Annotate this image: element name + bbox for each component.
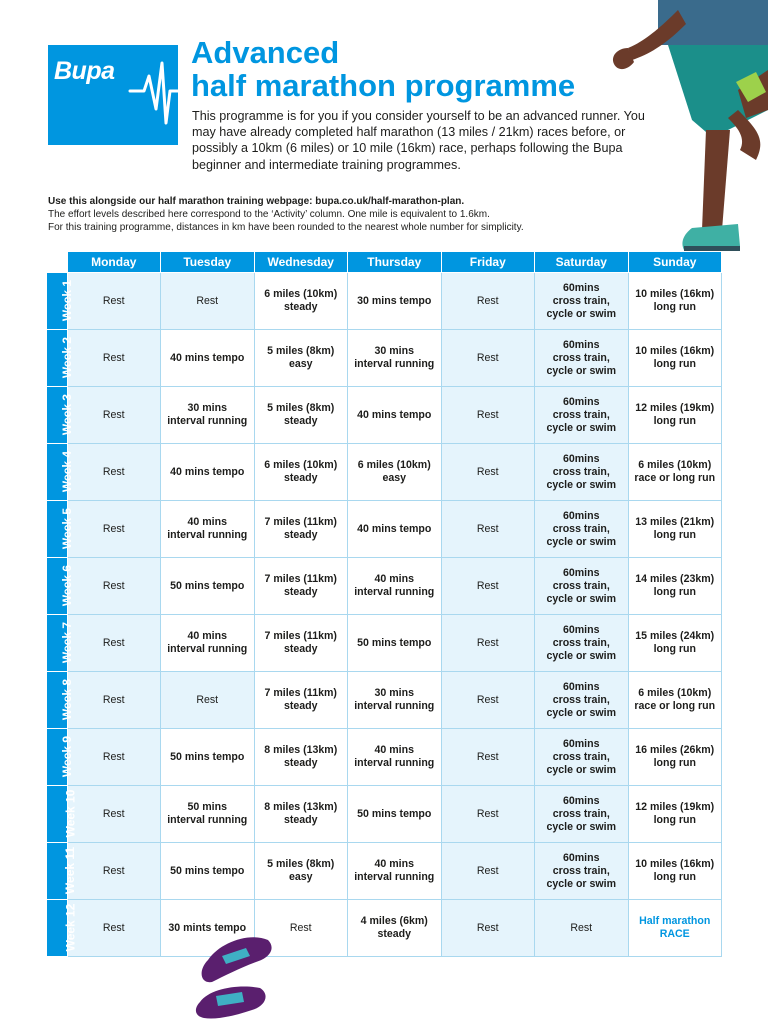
week-label-cell bbox=[47, 387, 75, 444]
schedule-text: Rest bbox=[196, 294, 219, 307]
schedule-text: Rest bbox=[102, 750, 125, 763]
schedule-cell bbox=[254, 729, 348, 786]
schedule-cell bbox=[348, 558, 442, 615]
schedule-cell bbox=[67, 444, 161, 501]
week-row bbox=[47, 273, 722, 330]
schedule-text: 7 miles (11km) steady bbox=[264, 687, 337, 712]
schedule-cell bbox=[161, 501, 255, 558]
week-label-cell bbox=[47, 558, 75, 615]
schedule-cell bbox=[67, 843, 161, 900]
schedule-cell bbox=[67, 729, 161, 786]
schedule-text: Half marathon RACE bbox=[639, 915, 711, 940]
schedule-cell bbox=[535, 672, 629, 729]
week-label: Week 8 bbox=[60, 678, 75, 721]
schedule-text: Rest bbox=[102, 465, 125, 478]
schedule-cell bbox=[161, 444, 255, 501]
schedule-text: 6 miles (10km) race or long run bbox=[634, 459, 716, 484]
schedule-text: 40 mins interval running bbox=[354, 858, 435, 883]
schedule-text: Rest bbox=[102, 294, 125, 307]
schedule-text: 5 miles (8km) easy bbox=[267, 858, 335, 883]
week-row bbox=[47, 444, 722, 501]
week-label: Week 9 bbox=[60, 735, 75, 778]
week-row bbox=[47, 729, 722, 786]
schedule-cell bbox=[441, 672, 535, 729]
schedule-text: 60mins cross train, cycle or swim bbox=[546, 566, 616, 605]
note-webpage: Use this alongside our half marathon training webpage: bupa.co.uk/half-marathon-plan. bbox=[48, 196, 465, 207]
week-label-cell bbox=[47, 729, 75, 786]
schedule-text: 60mins cross train, cycle or swim bbox=[546, 623, 616, 662]
schedule-cell bbox=[254, 444, 348, 501]
note-effort: The effort levels described here correspond to the ‘Activity’ column. One mile is equivalent to 1.6km. bbox=[48, 209, 490, 220]
schedule-cell bbox=[535, 558, 629, 615]
runner-illustration bbox=[588, 0, 768, 260]
schedule-cell bbox=[161, 558, 255, 615]
day-header: Friday bbox=[441, 252, 535, 273]
schedule-cell bbox=[254, 672, 348, 729]
schedule-cell bbox=[535, 900, 629, 957]
schedule-cell bbox=[67, 273, 161, 330]
schedule-cell bbox=[441, 330, 535, 387]
runner-bent-leg bbox=[728, 110, 760, 160]
title-line-2: half marathon programme bbox=[191, 68, 576, 103]
schedule-cell bbox=[348, 843, 442, 900]
schedule-text: Rest bbox=[476, 465, 499, 478]
schedule-cell bbox=[348, 615, 442, 672]
week-label: Week 1 bbox=[60, 279, 75, 322]
week-label-cell bbox=[47, 900, 78, 957]
schedule-text: Rest bbox=[102, 522, 125, 535]
schedule-text: 60mins cross train, cycle or swim bbox=[546, 509, 616, 548]
schedule-text: 13 miles (21km) long run bbox=[635, 516, 715, 541]
schedule-cell bbox=[348, 387, 442, 444]
schedule-text: Rest bbox=[476, 351, 499, 364]
title-line-1: Advanced bbox=[191, 35, 340, 70]
schedule-text: 16 miles (26km) long run bbox=[635, 744, 715, 769]
schedule-cell bbox=[348, 786, 442, 843]
week-label: Week 10 bbox=[63, 789, 78, 838]
schedule-cell bbox=[161, 786, 255, 843]
schedule-cell bbox=[348, 501, 442, 558]
usage-notes bbox=[48, 195, 628, 234]
schedule-text: 40 mins interval running bbox=[167, 516, 248, 541]
schedule-text: 30 mins interval running bbox=[354, 345, 435, 370]
day-header: Thursday bbox=[348, 252, 442, 273]
schedule-text: 4 miles (6km) steady bbox=[360, 915, 428, 940]
week-label-cell bbox=[47, 444, 75, 501]
schedule-text: 50 mins interval running bbox=[167, 801, 248, 826]
training-table bbox=[46, 251, 722, 957]
schedule-text: Rest bbox=[102, 693, 125, 706]
schedule-text: 40 mins tempo bbox=[357, 408, 432, 421]
schedule-text: Rest bbox=[102, 408, 125, 421]
schedule-text: 60mins cross train, cycle or swim bbox=[546, 338, 616, 377]
schedule-cell bbox=[441, 444, 535, 501]
schedule-text: Rest bbox=[476, 636, 499, 649]
schedule-cell bbox=[161, 672, 255, 729]
schedule-text: Rest bbox=[476, 693, 499, 706]
schedule-text: 40 mins interval running bbox=[354, 573, 435, 598]
week-label: Week 12 bbox=[63, 903, 78, 952]
week-row bbox=[47, 786, 722, 843]
schedule-text: 30 mins interval running bbox=[167, 402, 248, 427]
schedule-text: 6 miles (10km) steady bbox=[264, 288, 338, 313]
week-label-cell bbox=[47, 330, 75, 387]
schedule-text: Rest bbox=[476, 408, 499, 421]
schedule-text: Rest bbox=[102, 351, 125, 364]
intro-paragraph: This programme is for you if you consider yourself to be an advanced runner. You may have already completed half marathon (13 miles / 21km) races before, or possibly a 10km (6 miles) or 10 mile (16km) race, perhaps following the Bupa beginner and intermediate training programmes. bbox=[192, 109, 645, 172]
schedule-text: 7 miles (11km) steady bbox=[264, 516, 337, 541]
schedule-cell bbox=[348, 729, 442, 786]
schedule-text: 60mins cross train, cycle or swim bbox=[546, 737, 616, 776]
week-label: Week 5 bbox=[60, 507, 75, 550]
schedule-cell bbox=[67, 786, 161, 843]
schedule-cell bbox=[535, 729, 629, 786]
schedule-cell bbox=[441, 900, 535, 957]
schedule-cell bbox=[254, 387, 348, 444]
schedule-text: 7 miles (11km) steady bbox=[264, 573, 337, 598]
schedule-cell bbox=[628, 330, 722, 387]
schedule-text: Rest bbox=[570, 921, 593, 934]
day-header: Wednesday bbox=[254, 252, 348, 273]
schedule-text: 60mins cross train, cycle or swim bbox=[546, 452, 616, 491]
week-label-cell bbox=[47, 786, 78, 843]
schedule-text: 5 miles (8km) steady bbox=[267, 402, 335, 427]
week-label-cell bbox=[47, 672, 75, 729]
schedule-text: 6 miles (10km) steady bbox=[264, 459, 338, 484]
schedule-text: 15 miles (24km) long run bbox=[635, 630, 715, 655]
schedule-text: Rest bbox=[102, 807, 125, 820]
schedule-text: 10 miles (16km) long run bbox=[635, 288, 715, 313]
schedule-cell bbox=[441, 387, 535, 444]
schedule-text: 60mins cross train, cycle or swim bbox=[546, 680, 616, 719]
schedule-text: 8 miles (13km) steady bbox=[264, 801, 338, 826]
schedule-text: 30 mins interval running bbox=[354, 687, 435, 712]
schedule-cell bbox=[535, 786, 629, 843]
schedule-text: 10 miles (16km) long run bbox=[635, 858, 715, 883]
schedule-cell bbox=[535, 615, 629, 672]
schedule-cell bbox=[441, 786, 535, 843]
schedule-cell bbox=[254, 786, 348, 843]
schedule-cell bbox=[161, 273, 255, 330]
day-header-row bbox=[47, 252, 722, 273]
schedule-text: Rest bbox=[289, 921, 312, 934]
schedule-text: 50 mins tempo bbox=[170, 579, 245, 592]
heartbeat-icon bbox=[48, 45, 178, 145]
week-row bbox=[47, 501, 722, 558]
schedule-text: Rest bbox=[476, 579, 499, 592]
schedule-cell bbox=[161, 330, 255, 387]
schedule-cell bbox=[628, 273, 722, 330]
schedule-text: Rest bbox=[476, 807, 499, 820]
week-row bbox=[47, 843, 722, 900]
schedule-text: 30 mins tempo bbox=[357, 294, 432, 307]
day-header: Monday bbox=[67, 252, 161, 273]
day-header: Sunday bbox=[628, 252, 722, 273]
schedule-text: 40 mins interval running bbox=[354, 744, 435, 769]
week-label: Week 7 bbox=[60, 621, 75, 664]
schedule-text: Rest bbox=[102, 579, 125, 592]
schedule-text: 12 miles (19km) long run bbox=[635, 801, 715, 826]
schedule-text: 50 mins tempo bbox=[357, 807, 432, 820]
schedule-text: 40 mins tempo bbox=[170, 465, 245, 478]
schedule-cell bbox=[67, 501, 161, 558]
schedule-cell bbox=[348, 444, 442, 501]
schedule-text: Rest bbox=[476, 522, 499, 535]
schedule-cell bbox=[535, 273, 629, 330]
schedule-cell bbox=[161, 729, 255, 786]
runner-leg bbox=[702, 130, 730, 230]
schedule-text: 50 mins tempo bbox=[170, 750, 245, 763]
schedule-text: 50 mins tempo bbox=[170, 864, 245, 877]
schedule-cell bbox=[67, 672, 161, 729]
bupa-wordmark: Bupa bbox=[54, 57, 115, 85]
schedule-cell bbox=[628, 444, 722, 501]
schedule-cell bbox=[628, 387, 722, 444]
schedule-text: 10 miles (16km) long run bbox=[635, 345, 715, 370]
schedule-cell bbox=[628, 615, 722, 672]
schedule-text: 40 mins interval running bbox=[167, 630, 248, 655]
week-label-cell bbox=[47, 843, 78, 900]
schedule-cell bbox=[348, 672, 442, 729]
schedule-cell bbox=[535, 501, 629, 558]
training-weeks bbox=[47, 273, 722, 957]
week-label: Week 4 bbox=[60, 450, 75, 493]
week-row bbox=[47, 387, 722, 444]
week-row bbox=[47, 558, 722, 615]
schedule-cell bbox=[535, 444, 629, 501]
schedule-cell bbox=[441, 843, 535, 900]
schedule-cell bbox=[628, 729, 722, 786]
schedule-text: 40 mins tempo bbox=[170, 351, 245, 364]
schedule-cell bbox=[628, 558, 722, 615]
schedule-cell bbox=[348, 330, 442, 387]
schedule-text: 14 miles (23km) long run bbox=[635, 573, 715, 598]
schedule-cell bbox=[628, 501, 722, 558]
schedule-text: 50 mins tempo bbox=[357, 636, 432, 649]
week-row bbox=[47, 330, 722, 387]
week-row bbox=[47, 615, 722, 672]
day-header: Saturday bbox=[535, 252, 629, 273]
schedule-cell bbox=[441, 615, 535, 672]
schedule-cell bbox=[254, 330, 348, 387]
schedule-text: Rest bbox=[476, 864, 499, 877]
schedule-cell bbox=[535, 843, 629, 900]
schedule-cell bbox=[628, 672, 722, 729]
schedule-cell bbox=[254, 273, 348, 330]
week-label-cell bbox=[47, 501, 75, 558]
schedule-text: 60mins cross train, cycle or swim bbox=[546, 851, 616, 890]
week-label: Week 2 bbox=[60, 336, 75, 379]
schedule-cell bbox=[67, 615, 161, 672]
schedule-text: 5 miles (8km) easy bbox=[267, 345, 335, 370]
schedule-cell bbox=[628, 786, 722, 843]
schedule-text: Rest bbox=[476, 921, 499, 934]
schedule-text: 12 miles (19km) long run bbox=[635, 402, 715, 427]
schedule-text: Rest bbox=[196, 693, 219, 706]
schedule-cell bbox=[67, 387, 161, 444]
week-label-cell bbox=[47, 615, 75, 672]
schedule-text: Rest bbox=[476, 750, 499, 763]
schedule-text: Rest bbox=[102, 636, 125, 649]
schedule-text: 60mins cross train, cycle or swim bbox=[546, 395, 616, 434]
schedule-cell bbox=[67, 330, 161, 387]
schedule-text: Rest bbox=[476, 294, 499, 307]
schedule-cell bbox=[441, 558, 535, 615]
schedule-text: 6 miles (10km) easy bbox=[357, 459, 431, 484]
corner-cell bbox=[47, 252, 68, 273]
schedule-text: Rest bbox=[102, 864, 125, 877]
day-header: Tuesday bbox=[161, 252, 255, 273]
schedule-text: Rest bbox=[102, 921, 125, 934]
week-row bbox=[47, 900, 722, 957]
schedule-cell bbox=[441, 729, 535, 786]
schedule-cell bbox=[67, 900, 161, 957]
shoes-illustration bbox=[190, 930, 280, 1024]
schedule-cell bbox=[535, 387, 629, 444]
week-label: Week 11 bbox=[63, 846, 78, 895]
schedule-text: 7 miles (11km) steady bbox=[264, 630, 337, 655]
schedule-cell bbox=[161, 615, 255, 672]
schedule-cell bbox=[348, 900, 442, 957]
schedule-cell bbox=[254, 615, 348, 672]
schedule-text: 60mins cross train, cycle or swim bbox=[546, 794, 616, 833]
page-title bbox=[191, 36, 575, 102]
schedule-cell bbox=[535, 330, 629, 387]
schedule-text: 6 miles (10km) race or long run bbox=[634, 687, 716, 712]
schedule-cell bbox=[348, 273, 442, 330]
note-rounding: For this training programme, distances in km have been rounded to the nearest whole number for simplicity. bbox=[48, 222, 524, 233]
schedule-text: 60mins cross train, cycle or swim bbox=[546, 281, 616, 320]
bupa-logo bbox=[48, 45, 178, 145]
schedule-cell bbox=[161, 387, 255, 444]
schedule-text: 30 mints tempo bbox=[168, 921, 247, 934]
schedule-cell bbox=[67, 558, 161, 615]
schedule-cell bbox=[628, 843, 722, 900]
week-label: Week 3 bbox=[60, 393, 75, 436]
schedule-cell bbox=[254, 501, 348, 558]
week-label: Week 6 bbox=[60, 564, 75, 607]
schedule-text: 8 miles (13km) steady bbox=[264, 744, 338, 769]
schedule-text: 40 mins tempo bbox=[357, 522, 432, 535]
schedule-cell bbox=[441, 273, 535, 330]
schedule-cell bbox=[161, 843, 255, 900]
schedule-cell bbox=[628, 900, 722, 957]
schedule-cell bbox=[254, 843, 348, 900]
schedule-cell bbox=[254, 558, 348, 615]
week-row bbox=[47, 672, 722, 729]
schedule-cell bbox=[441, 501, 535, 558]
week-label-cell bbox=[47, 273, 75, 330]
